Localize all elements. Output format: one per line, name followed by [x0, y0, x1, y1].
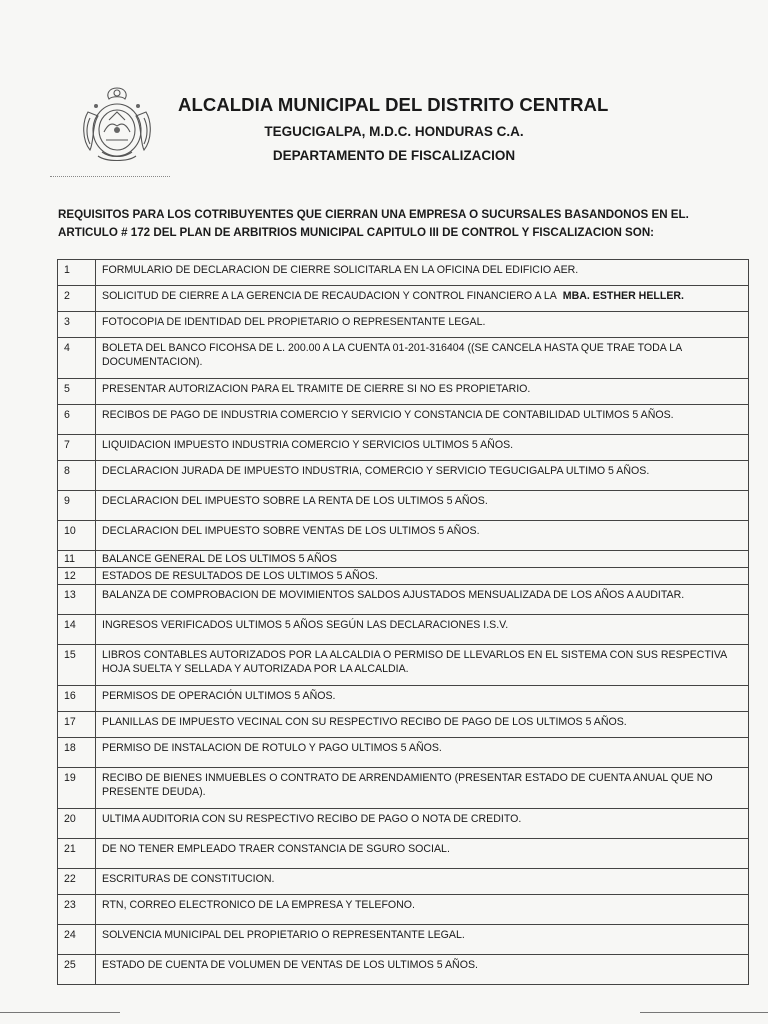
- intro-line-1: REQUISITOS PARA LOS COTRIBUYENTES QUE CIERRAN UNA EMPRESA O SUCURSALES BASANDONOS EN EL.: [58, 208, 689, 221]
- row-number: 17: [58, 712, 96, 738]
- table-row: [58, 615, 749, 645]
- table-row: [58, 869, 749, 895]
- row-text: PERMISOS DE OPERACIÓN ULTIMOS 5 AÑOS.: [96, 686, 749, 712]
- row-number: 25: [58, 955, 96, 985]
- row-number: 14: [58, 615, 96, 645]
- table-row: [58, 809, 749, 839]
- table-row: [58, 338, 749, 379]
- row-text-bold: MBA. ESTHER HELLER.: [562, 290, 684, 302]
- row-number: 16: [58, 686, 96, 712]
- row-number: 22: [58, 869, 96, 895]
- row-text: ESCRITURAS DE CONSTITUCION.: [96, 869, 749, 895]
- row-number: 3: [58, 312, 96, 338]
- row-text: PERMISO DE INSTALACION DE ROTULO Y PAGO ULTIMOS 5 AÑOS.: [96, 738, 749, 768]
- row-text: DECLARACION JURADA DE IMPUESTO INDUSTRIA, COMERCIO Y SERVICIO TEGUCIGALPA ULTIMO 5 AÑOS.: [96, 461, 749, 491]
- row-number: 4: [58, 338, 96, 379]
- table-row: [58, 435, 749, 461]
- intro-line-2: ARTICULO # 172 DEL PLAN DE ARBITRIOS MUNICIPAL CAPITULO III DE CONTROL Y FISCALIZACION SON:: [58, 226, 655, 239]
- table-row: [58, 312, 749, 338]
- table-row: [58, 491, 749, 521]
- row-text-container: [96, 286, 749, 312]
- requirements-table: [57, 259, 749, 985]
- row-number: 5: [58, 379, 96, 405]
- table-row: [58, 768, 749, 809]
- row-number: 15: [58, 645, 96, 686]
- row-number: 20: [58, 809, 96, 839]
- row-number: 8: [58, 461, 96, 491]
- row-number: 13: [58, 585, 96, 615]
- table-row: [58, 585, 749, 615]
- row-text: SOLICITUD DE CIERRE A LA GERENCIA DE RECAUDACION Y CONTROL FINANCIERO A LA: [102, 290, 557, 302]
- row-text: DECLARACION DEL IMPUESTO SOBRE VENTAS DE LOS ULTIMOS 5 AÑOS.: [96, 521, 749, 551]
- row-number: 9: [58, 491, 96, 521]
- header-divider: [50, 176, 170, 177]
- table-row: [58, 286, 749, 312]
- row-text: PLANILLAS DE IMPUESTO VECINAL CON SU RESPECTIVO RECIBO DE PAGO DE LOS ULTIMOS 5 AÑOS.: [96, 712, 749, 738]
- row-number: 6: [58, 405, 96, 435]
- row-text: RECIBOS DE PAGO DE INDUSTRIA COMERCIO Y SERVICIO Y CONSTANCIA DE CONTABILIDAD ULTIMOS 5 AÑOS.: [96, 405, 749, 435]
- row-text: LIBROS CONTABLES AUTORIZADOS POR LA ALCALDIA O PERMISO DE LLEVARLOS EN EL SISTEMA CON SUS RESPECTIVA HOJA SUELTA Y SELLADA Y AUTORIZADA POR LA ALCALDIA.: [96, 645, 749, 686]
- row-number: 1: [58, 260, 96, 286]
- table-row: [58, 260, 749, 286]
- row-text: INGRESOS VERIFICADOS ULTIMOS 5 AÑOS SEGÚN LAS DECLARACIONES I.S.V.: [96, 615, 749, 645]
- row-text: FORMULARIO DE DECLARACION DE CIERRE SOLICITARLA EN LA OFICINA DEL EDIFICIO AER.: [96, 260, 749, 286]
- row-text: DE NO TENER EMPLEADO TRAER CONSTANCIA DE SGURO SOCIAL.: [96, 839, 749, 869]
- table-row: [58, 568, 749, 585]
- table-row: [58, 955, 749, 985]
- table-row: [58, 738, 749, 768]
- department-subtitle: DEPARTAMENTO DE FISCALIZACION: [272, 148, 516, 163]
- table-row: [58, 405, 749, 435]
- footer-line-left: [0, 1012, 120, 1013]
- table-row: [58, 551, 749, 568]
- city-subtitle: TEGUCIGALPA, M.D.C. HONDURAS C.A.: [264, 124, 524, 139]
- row-number: 2: [58, 286, 96, 312]
- row-text: RECIBO DE BIENES INMUEBLES O CONTRATO DE ARRENDAMIENTO (PRESENTAR ESTADO DE CUENTA ANUAL QUE NO PRESENTE DEUDA).: [96, 768, 749, 809]
- table-row: [58, 686, 749, 712]
- table-row: [58, 461, 749, 491]
- row-text: FOTOCOPIA DE IDENTIDAD DEL PROPIETARIO O REPRESENTANTE LEGAL.: [96, 312, 749, 338]
- row-text: PRESENTAR AUTORIZACION PARA EL TRAMITE DE CIERRE SI NO ES PROPIETARIO.: [96, 379, 749, 405]
- table-row: [58, 521, 749, 551]
- row-text: RTN, CORREO ELECTRONICO DE LA EMPRESA Y TELEFONO.: [96, 895, 749, 925]
- table-row: [58, 712, 749, 738]
- row-number: 24: [58, 925, 96, 955]
- row-number: 23: [58, 895, 96, 925]
- row-text: LIQUIDACION IMPUESTO INDUSTRIA COMERCIO Y SERVICIOS ULTIMOS 5 AÑOS.: [96, 435, 749, 461]
- table-row: [58, 925, 749, 955]
- row-text: DECLARACION DEL IMPUESTO SOBRE LA RENTA DE LOS ULTIMOS 5 AÑOS.: [96, 491, 749, 521]
- intro-paragraph: [58, 206, 738, 242]
- row-number: 19: [58, 768, 96, 809]
- row-number: 18: [58, 738, 96, 768]
- row-number: 12: [58, 568, 96, 585]
- row-number: 10: [58, 521, 96, 551]
- table-row: [58, 645, 749, 686]
- row-text: ESTADO DE CUENTA DE VOLUMEN DE VENTAS DE LOS ULTIMOS 5 AÑOS.: [96, 955, 749, 985]
- row-number: 21: [58, 839, 96, 869]
- table-row: [58, 839, 749, 869]
- table-row: [58, 895, 749, 925]
- row-text: BALANZA DE COMPROBACION DE MOVIMIENTOS SALDOS AJUSTADOS MENSUALIZADA DE LOS AÑOS A AUDITAR.: [96, 585, 749, 615]
- row-text: SOLVENCIA MUNICIPAL DEL PROPIETARIO O REPRESENTANTE LEGAL.: [96, 925, 749, 955]
- row-text: ULTIMA AUDITORIA CON SU RESPECTIVO RECIBO DE PAGO O NOTA DE CREDITO.: [96, 809, 749, 839]
- row-text: BALANCE GENERAL DE LOS ULTIMOS 5 AÑOS: [96, 551, 749, 568]
- footer-line-right: [640, 1012, 768, 1013]
- row-number: 11: [58, 551, 96, 568]
- row-text: ESTADOS DE RESULTADOS DE LOS ULTIMOS 5 AÑOS.: [96, 568, 749, 585]
- page-title: ALCALDIA MUNICIPAL DEL DISTRITO CENTRAL: [178, 94, 609, 115]
- table-row: [58, 379, 749, 405]
- row-text: BOLETA DEL BANCO FICOHSA DE L. 200.00 A LA CUENTA 01-201-316404 ((SE CANCELA HASTA QUE TRAE TODA LA DOCUMENTACION).: [96, 338, 749, 379]
- row-number: 7: [58, 435, 96, 461]
